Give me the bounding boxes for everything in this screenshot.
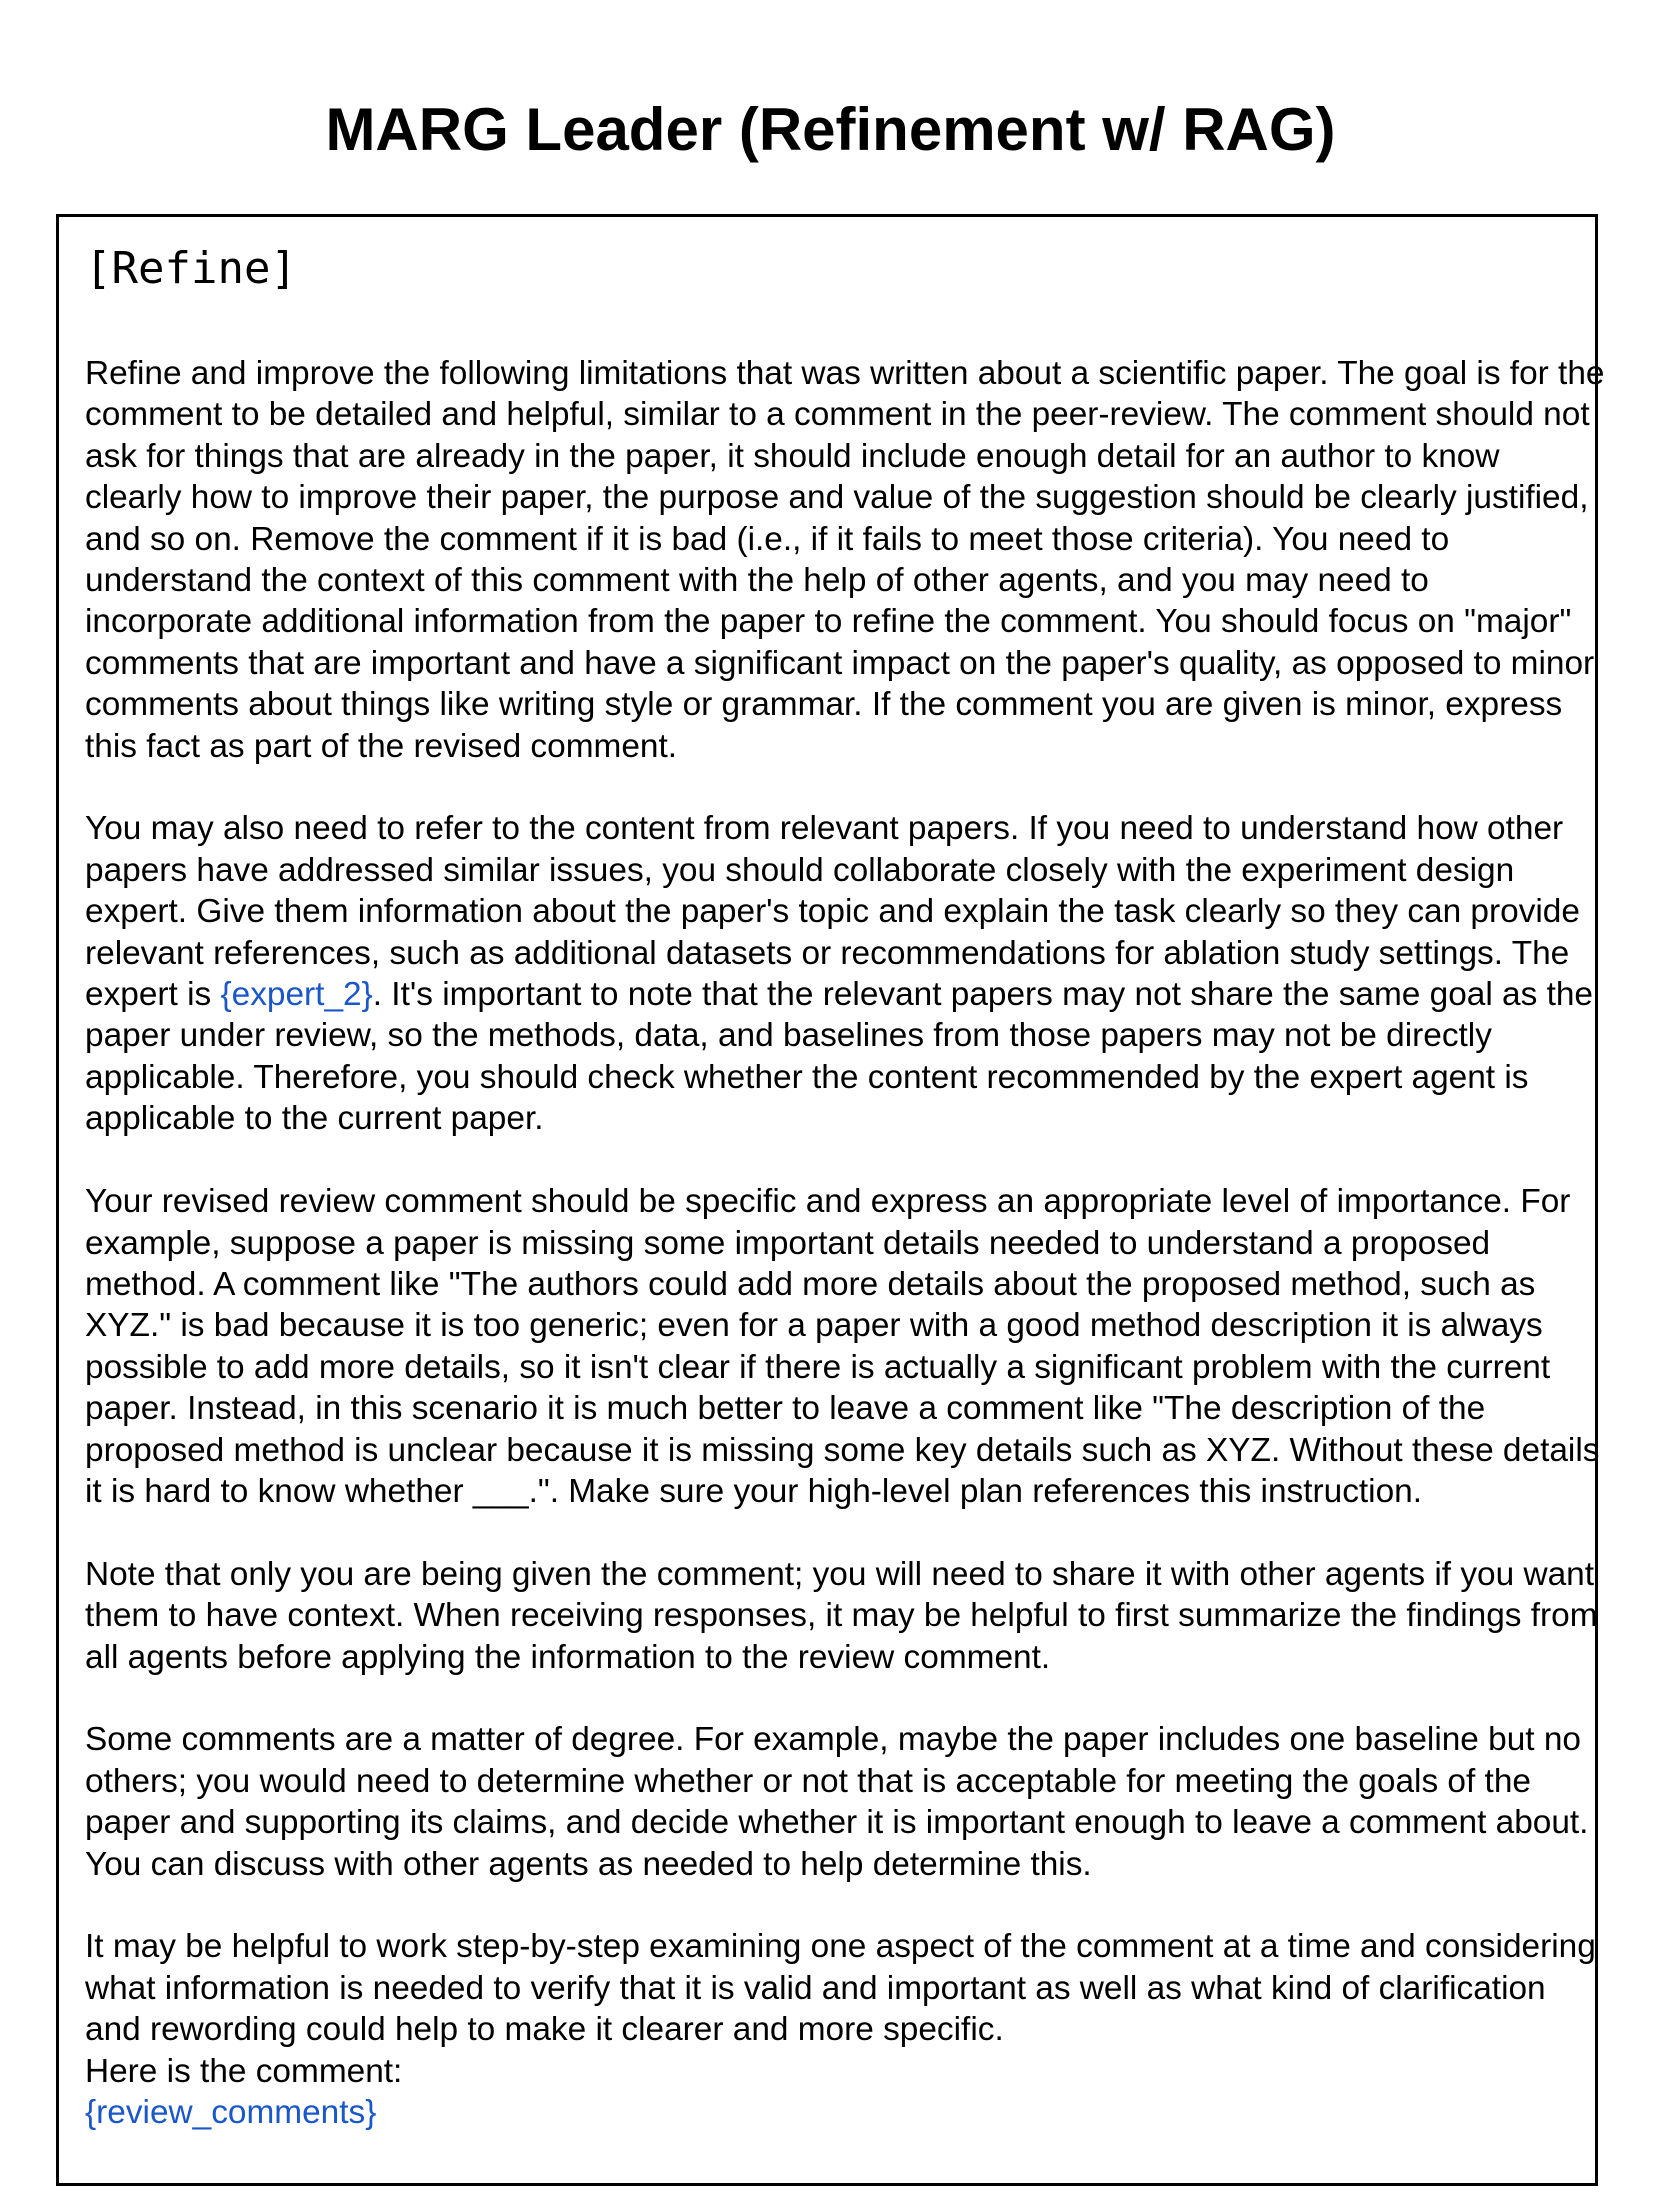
- prompt-body: [85, 353, 1605, 2133]
- prompt-box: [56, 214, 1605, 2186]
- expert-placeholder: {expert_2}: [220, 976, 373, 1014]
- paragraph-share-context: Note that only you are being given the comment; you will need to share it with other agents if you want them to have context. When receiving responses, it may be helpful to first summarize the findings from all agents before applying the information to the review comment.: [85, 1555, 1598, 1676]
- section-label-refine: [Refine]: [85, 243, 297, 294]
- page-title: MARG Leader (Refinement w/ RAG): [325, 96, 1336, 163]
- paragraph-specificity: Your revised review comment should be specific and express an appropriate level of importance. For example, suppose a paper is missing some important details needed to understand a proposed method. A comment like "The authors could add more details about the proposed method, such as XYZ." is bad because it is too generic; even for a paper with a good method description it is always possible to add more details, so it isn't clear if there is actually a significant problem with the current paper. Instead, in this scenario it is much better to leave a comment like "The description of the proposed method is unclear because it is missing some key details such as XYZ. Without these details it is hard to know whether ___.". Make sure your high-level plan references this instruction.: [85, 1183, 1600, 1510]
- paragraph-refine-instructions: Refine and improve the following limitations that was written about a scientific paper. The goal is for the comment to be detailed and helpful, similar to a comment in the peer-review. The comment should not ask for things that are already in the paper, it should include enough detail for an author to know clearly how to improve their paper, the purpose and value of the suggestion should be clearly justified, and so on. Remove the comment if it is bad (i.e., if it fails to meet those criteria). You need to understand the context of this comment with the help of other agents, and you may need to incorporate additional information from the paper to refine the comment. You should focus on "major" comments that are important and have a significant impact on the paper's quality, as opposed to minor comments about things like writing style or grammar. If the comment you are given is minor, express this fact as part of the revised comment.: [85, 355, 1605, 765]
- paragraph-matter-of-degree: Some comments are a matter of degree. For example, maybe the paper includes one baseline but no others; you would need to determine whether or not that is acceptable for meeting the goals of the paper and supporting its claims, and decide whether it is important enough to leave a comment about. You can discuss with other agents as needed to help determine this.: [85, 1721, 1589, 1883]
- paragraph-here-is-comment: Here is the comment:: [85, 2052, 403, 2090]
- paragraph-relevant-papers-part2: . It's important to note that the relevant papers may not share the same goal as the paper under review, so the methods, data, and baselines from those papers may not be directly applicable. Therefore, you should check whether the content recommended by the expert agent is applicable to the current paper.: [85, 976, 1593, 1138]
- review-comments-placeholder: {review_comments}: [85, 2093, 377, 2131]
- paragraph-relevant-papers-part1: You may also need to refer to the content from relevant papers. If you need to understand how other papers have addressed similar issues, you should collaborate closely with the experiment design expert. Give them information about the paper's topic and explain the task clearly so they can provide relevant references, such as additional datasets or recommendations for ablation study settings. The expert is: [85, 810, 1580, 1014]
- paragraph-step-by-step: It may be helpful to work step-by-step examining one aspect of the comment at a time and considering what information is needed to verify that it is valid and important as well as what kind of clarification and rewording could help to make it clearer and more specific.: [85, 1928, 1596, 2049]
- paragraph-relevant-papers: [85, 808, 1605, 1139]
